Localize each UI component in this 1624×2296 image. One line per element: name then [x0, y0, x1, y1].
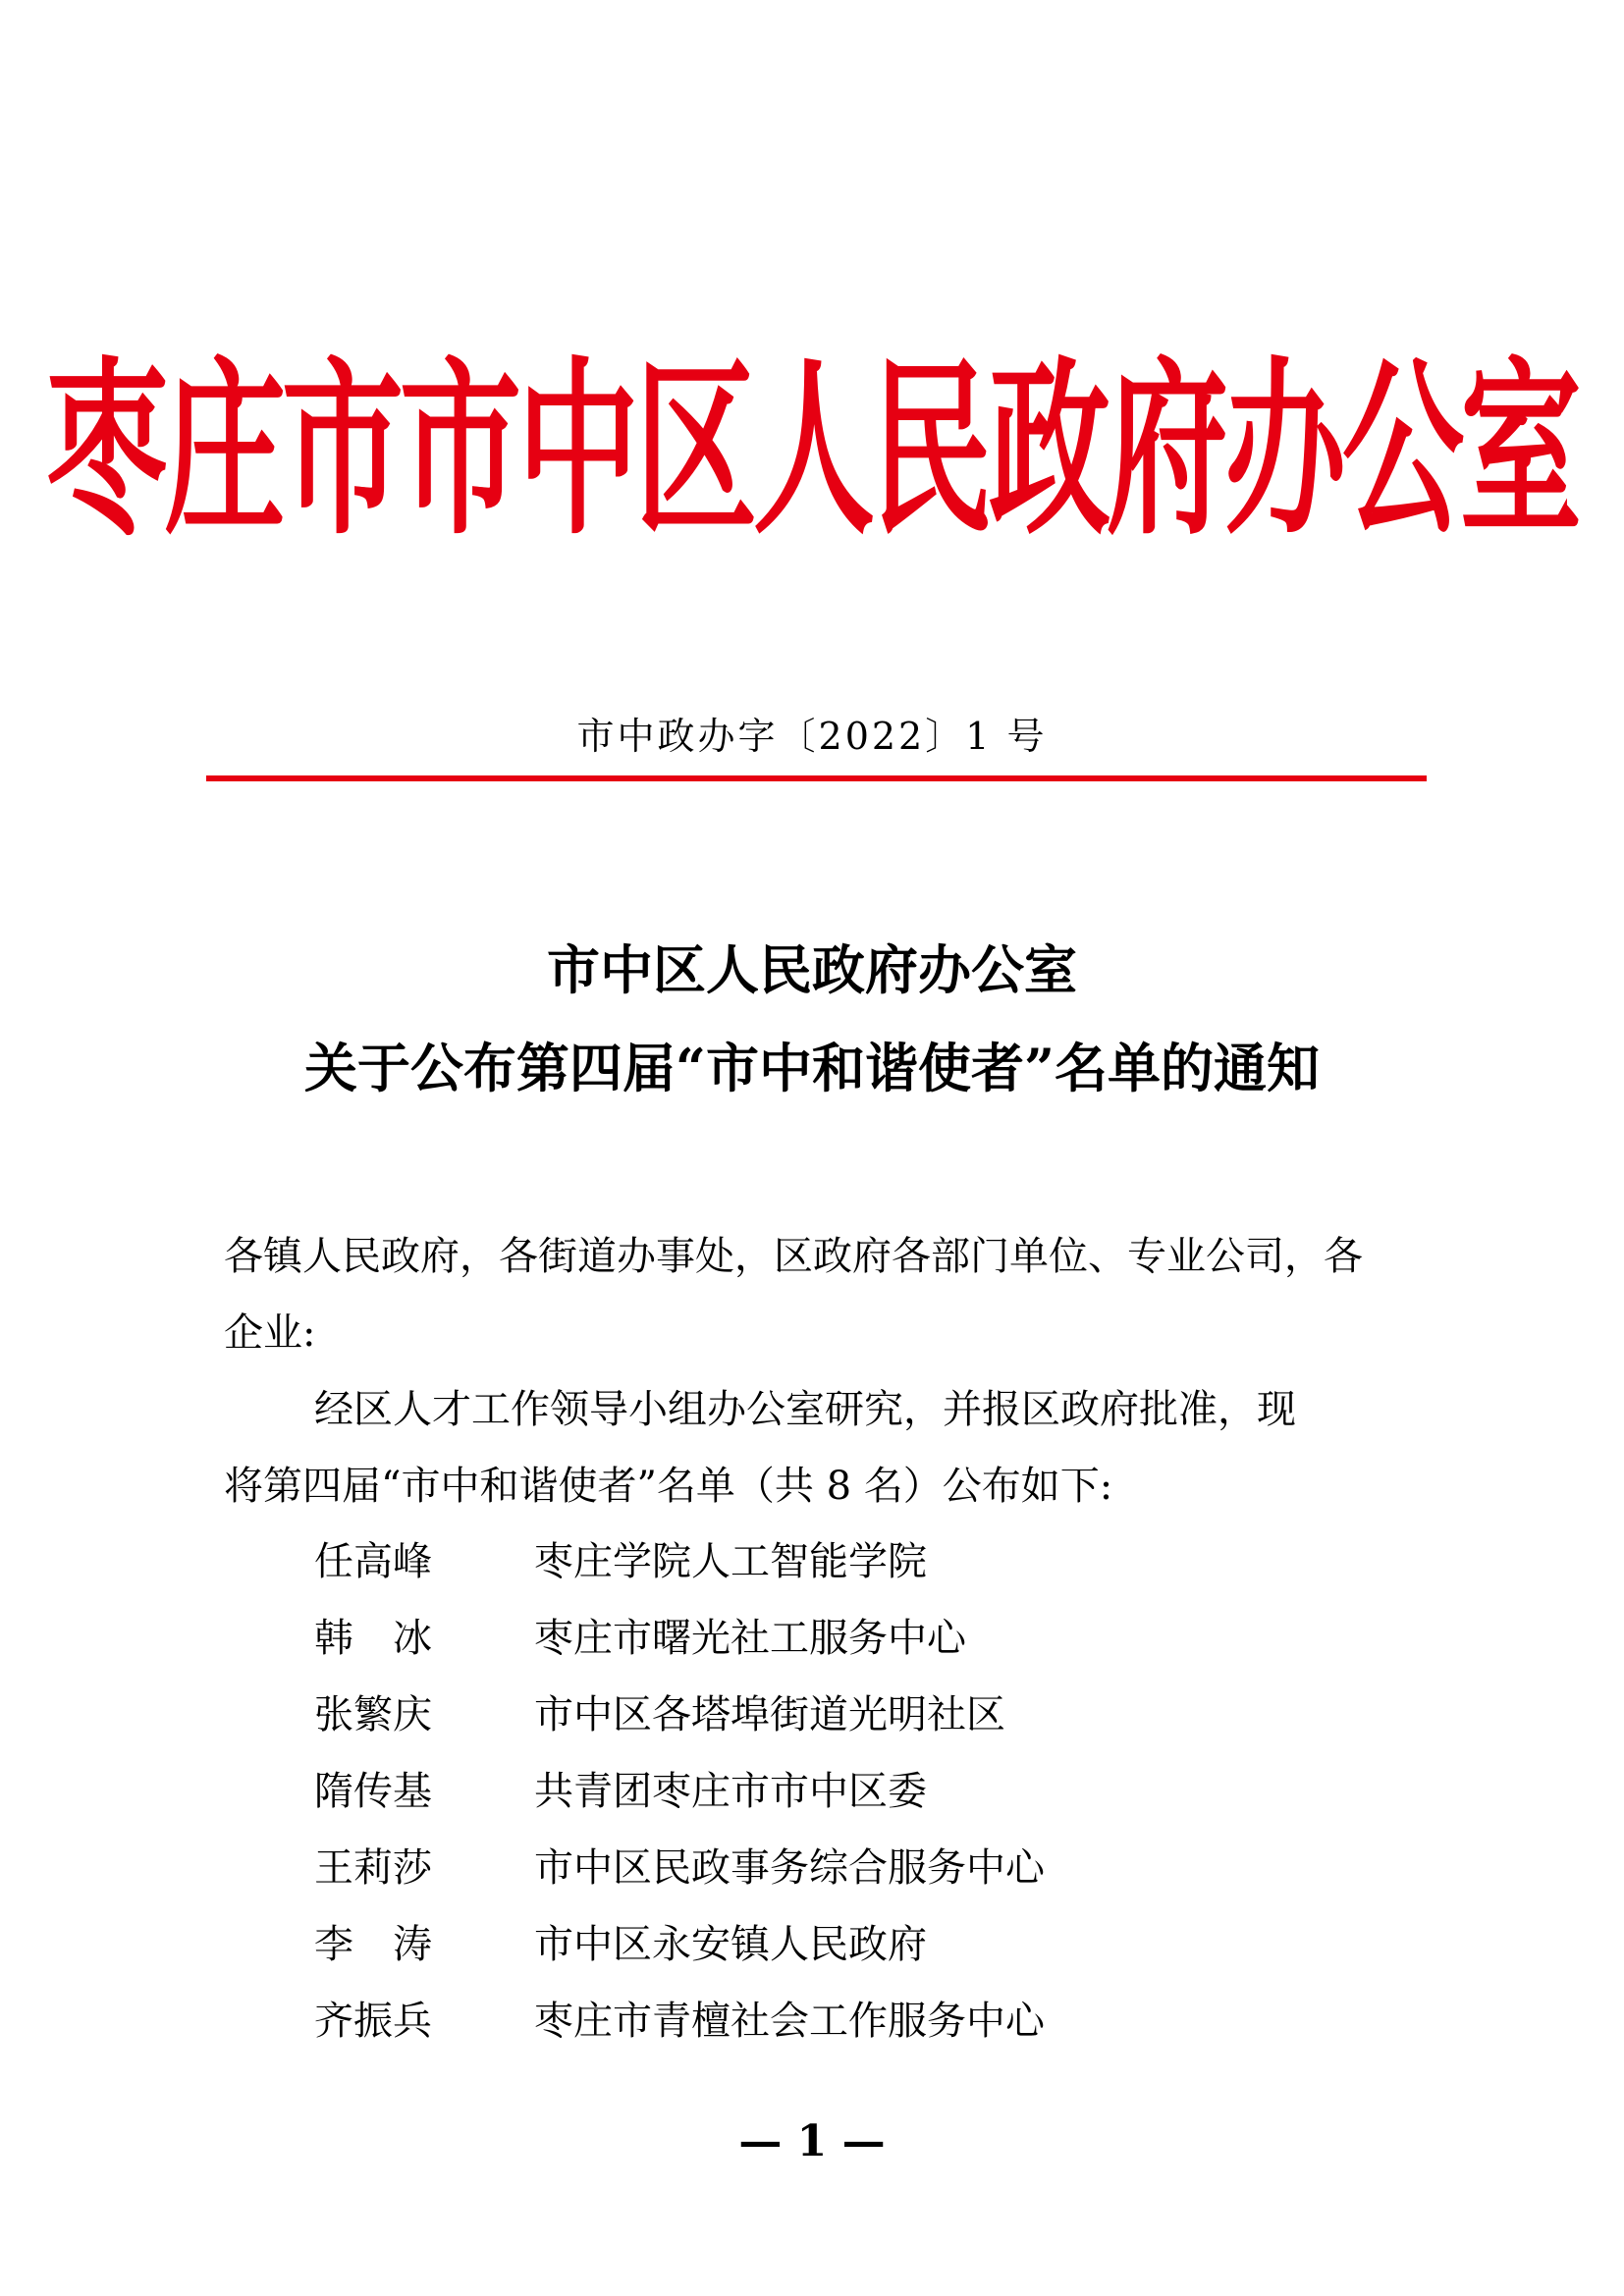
honoree-unit: 枣庄市青檀社会工作服务中心 — [534, 1999, 1045, 2044]
honoree-unit: 市中区永安镇人民政府 — [534, 1922, 927, 1967]
body-paragraph-line-1: 经区人才工作领导小组办公室研究，并报区政府批准，现 — [314, 1387, 1296, 1432]
honoree-name: 任高峰 — [314, 1539, 432, 1584]
honoree-row — [314, 1906, 1045, 1983]
red-divider-line — [206, 775, 1427, 781]
document-number: 市中政办字〔2022〕1 号 — [576, 715, 1048, 758]
honoree-unit: 共青团枣庄市市中区委 — [534, 1769, 927, 1814]
page-number: — 1 — — [738, 2116, 886, 2166]
honoree-list — [314, 1523, 1045, 2059]
honoree-unit: 市中区各塔埠街道光明社区 — [534, 1692, 1005, 1737]
honoree-name: 张繁庆 — [314, 1692, 432, 1737]
honoree-row — [314, 1677, 1045, 1753]
honoree-name: 王莉莎 — [314, 1845, 432, 1891]
honoree-row — [314, 1523, 1045, 1600]
honoree-row — [314, 1600, 1045, 1677]
honoree-name: 齐振兵 — [314, 1999, 432, 2044]
recipients-line-1: 各镇人民政府，各街道办事处，区政府各部门单位、专业公司，各 — [224, 1234, 1363, 1279]
honoree-unit: 枣庄学院人工智能学院 — [534, 1539, 927, 1584]
notice-title-line-2: 关于公布第四届“市中和谐使者”名单的通知 — [303, 1037, 1321, 1099]
body-paragraph-line-2: 将第四届“市中和谐使者”名单（共 8 名）公布如下: — [224, 1464, 1113, 1509]
honoree-row — [314, 1753, 1045, 1830]
honoree-name: 隋传基 — [314, 1769, 432, 1814]
notice-title-line-1: 市中区人民政府办公室 — [547, 938, 1077, 1001]
masthead-issuer: 枣庄市市中区人民政府办公室 — [45, 342, 1578, 561]
honoree-unit: 枣庄市曙光社工服务中心 — [534, 1616, 966, 1661]
honoree-row — [314, 1830, 1045, 1906]
honoree-name: 韩 冰 — [314, 1616, 432, 1661]
honoree-name: 李 涛 — [314, 1922, 432, 1967]
recipients-line-2: 企业: — [224, 1310, 316, 1356]
honoree-row — [314, 1983, 1045, 2059]
honoree-unit: 市中区民政事务综合服务中心 — [534, 1845, 1045, 1891]
